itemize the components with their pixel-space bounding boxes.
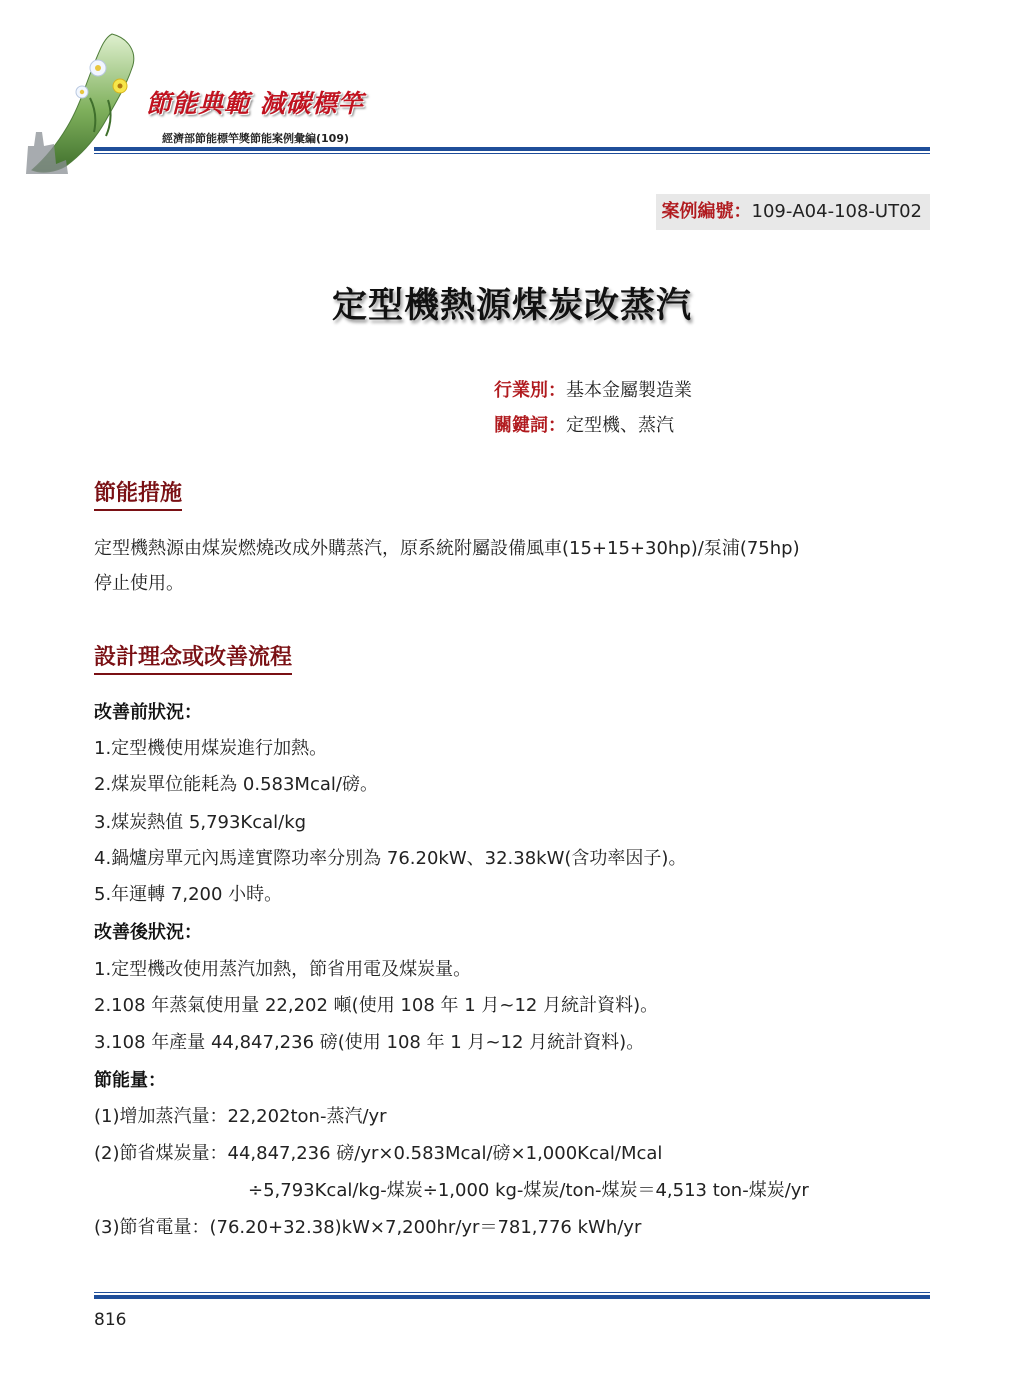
saving-item-continuation: ÷5,793Kcal/kg-煤炭÷1,000 kg-煤炭/ton-煤炭＝4,513 ton-煤炭/yr [248,1180,809,1201]
case-number-label: 案例編號 [661,201,734,222]
industry-label: 行業別： [494,380,566,401]
after-label: 改善後狀況： [94,922,202,943]
saving-item: (1)增加蒸汽量：22,202ton-蒸汽/yr [94,1106,387,1127]
case-number-separator: ： [733,201,752,222]
page-title: 定型機熱源煤炭改蒸汽 [331,286,692,326]
keywords-label: 關鍵詞： [494,415,566,436]
after-item: 1.定型機改使用蒸汽加熱，節省用電及煤炭量。 [94,959,472,980]
before-item: 4.鍋爐房單元內馬達實際功率分別為 76.20kW、32.38kW(含功率因子)。 [94,848,687,869]
measures-line: 定型機熱源由煤炭燃燒改成外購蒸汽，原系統附屬設備風車(15+15+30hp)/泵浦(75hp) [94,538,800,559]
case-number-value: 109-A04-108-UT02 [751,201,922,222]
before-item: 3.煤炭熱值 5,793Kcal/kg [94,812,307,833]
keywords-value: 定型機、蒸汽 [566,415,674,436]
footer-rule [94,1292,930,1299]
keywords-row [494,411,674,437]
section-heading-measures: 節能措施 [94,476,182,511]
before-item: 1.定型機使用煤炭進行加熱。 [94,738,328,759]
industry-row [494,376,692,402]
before-item: 2.煤炭單位能耗為 0.583Mcal/磅。 [94,774,378,795]
before-label: 改善前狀況： [94,702,202,723]
saving-item: (3)節省電量：(76.20+32.38)kW×7,200hr/yr＝781,776 kWh/yr [94,1217,642,1238]
section-heading-design: 設計理念或改善流程 [94,640,292,675]
page-number: 816 [94,1310,127,1330]
after-item: 3.108 年產量 44,847,236 磅(使用 108 年 1 月~12 月統計資料)。 [94,1032,645,1053]
brand-subtitle: 經濟部節能標竿獎節能案例彙編(109) [162,132,350,145]
after-item: 2.108 年蒸氣使用量 22,202 噸(使用 108 年 1 月~12 月統計資料)。 [94,995,659,1016]
saving-label: 節能量： [94,1070,166,1091]
case-number-box [656,194,931,230]
brand-title: 節能典範 減碳標竿 [146,89,364,118]
saving-item: (2)節省煤炭量：44,847,236 磅/yr×0.583Mcal/磅×1,000Kcal/Mcal [94,1143,663,1164]
measures-line: 停止使用。 [94,573,184,594]
header-rule [94,147,930,154]
before-item: 5.年運轉 7,200 小時。 [94,884,283,905]
industry-value: 基本金屬製造業 [566,380,692,401]
